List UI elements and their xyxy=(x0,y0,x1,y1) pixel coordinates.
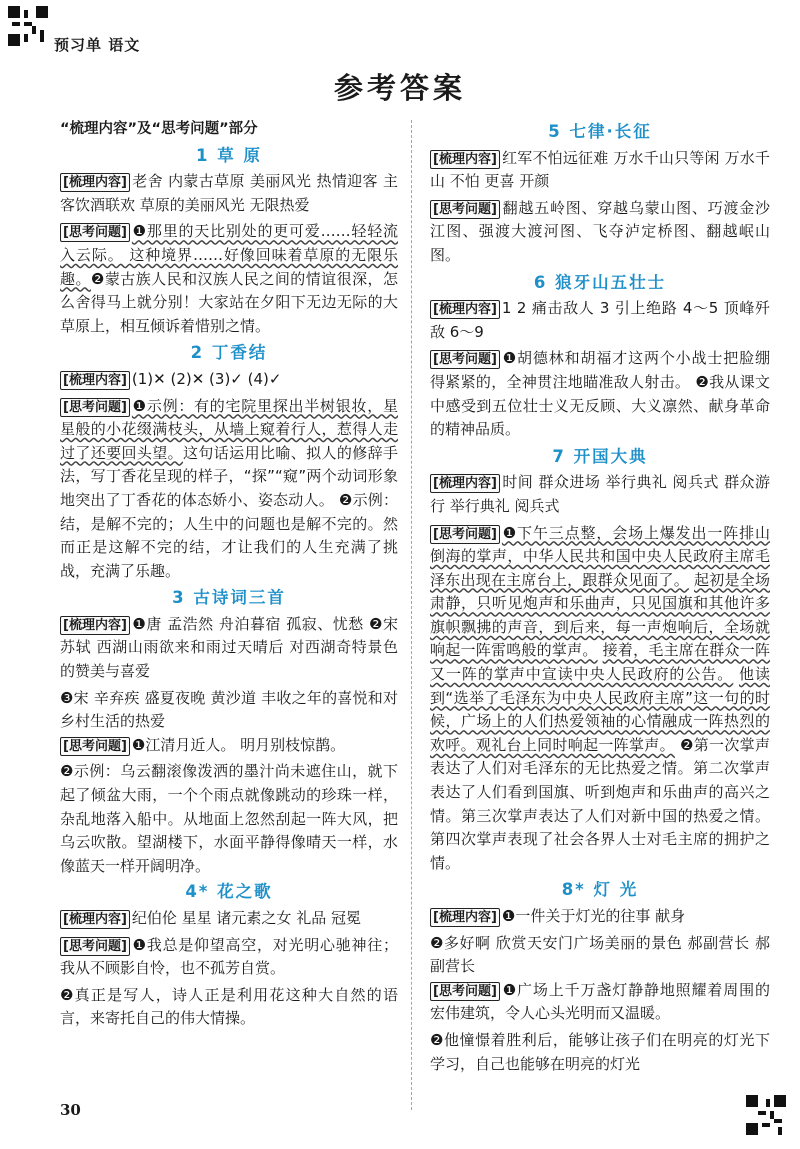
lesson-3-sort: [梳理内容] ❶唐 孟浩然 舟泊暮宿 孤寂、忧愁 ❷宋 苏轼 西湖山雨欲来和雨过天晴后 对西湖奇特景色的赞美与喜爱 xyxy=(60,614,398,681)
lesson-title-3: 3 古诗词三首 xyxy=(172,588,286,608)
lesson-title-1: 1 草 原 xyxy=(196,145,262,165)
think-tag: [思考问题] xyxy=(430,982,500,1001)
think-tag: [思考问题] xyxy=(60,398,130,417)
think-tag: [思考问题] xyxy=(430,200,500,219)
section-intro: “梳理内容”及“思考问题”部分 xyxy=(60,121,258,137)
lesson-4-think-cont: ❷真正是写人，诗人正是利用花这种大自然的语言，来寄托自己的伟大情操。 xyxy=(60,985,398,1028)
sort-tag: [梳理内容] xyxy=(430,474,500,493)
lesson-title-6: 6 狼牙山五壮士 xyxy=(533,272,667,292)
think-tag: [思考问题] xyxy=(430,350,500,369)
lesson-4-sort: [梳理内容] 纪伯伦 星星 诸元素之女 礼品 冠冕 xyxy=(60,907,398,931)
lesson-2-think: [思考问题] ❶示例：有的宅院里探出半树银妆，星星般的小花缀满枝头，从墙上窥着行人，惹得人走过了还要回头望。这句话运用比喻、拟人的修辞手法，写丁香花呈现的样子，“探”“窥”两个动词形象地突出了丁香花的体态娇小、姿态动人。 ❷示例：结，是解不完的；人生中的问题也是解不完的。然而正是这解不完的结，才让我们的人生充满了挑战，充满了乐趣。 xyxy=(60,396,398,580)
sort-tag: [梳理内容] xyxy=(60,616,130,635)
lesson-1-sort: [梳理内容] 老舍 内蒙古草原 美丽风光 热情迎客 主客饮酒联欢 草原的美丽风光 无限热爱 xyxy=(60,172,398,214)
right-column xyxy=(430,118,770,1076)
think-tag: [思考问题] xyxy=(430,525,500,544)
lesson-2-sort: [梳理内容] (1)✕ (2)✕ (3)✓ (4)✓ xyxy=(60,368,398,392)
lesson-3-think: [思考问题] ❶江清月近人。 明月别枝惊鹊。 xyxy=(60,734,398,758)
lesson-title-2: 2 丁香结 xyxy=(190,343,268,363)
think-tag: [思考问题] xyxy=(60,223,130,242)
lesson-title-5: 5 七律·长征 xyxy=(548,122,652,141)
sort-tag: [梳理内容] xyxy=(60,910,130,929)
think-tag: [思考问题] xyxy=(60,737,130,756)
qr-code-icon xyxy=(8,6,48,46)
lesson-8-sort-cont: ❷多好啊 欣赏天安门广场美丽的景色 郝副营长 郝副营长 xyxy=(430,933,770,976)
qr-code-icon xyxy=(746,1095,786,1135)
lesson-6-sort: [梳理内容] 1 2 痛击敌人 3 引上绝路 4～5 顶峰歼敌 6～9 xyxy=(430,299,770,341)
left-column xyxy=(60,118,398,1031)
lesson-3-sort-cont: ❸宋 辛弃疾 盛夏夜晚 黄沙道 丰收之年的喜悦和对乡村生活的热爱 xyxy=(60,688,398,731)
column-divider xyxy=(411,120,412,1110)
sort-tag: [梳理内容] xyxy=(430,150,500,169)
page-number: 30 xyxy=(60,1101,81,1119)
lesson-7-sort: [梳理内容] 时间 群众进场 举行典礼 阅兵式 群众游行 举行典礼 阅兵式 xyxy=(430,473,770,515)
think-tag: [思考问题] xyxy=(60,937,130,956)
lesson-8-sort: [梳理内容] ❶一件关于灯光的往事 献身 xyxy=(430,905,770,929)
lesson-5-sort: [梳理内容] 红军不怕远征难 万水千山只等闲 万水千山 不怕 更喜 开颜 xyxy=(430,148,770,191)
page-title: 参考答案 xyxy=(333,71,466,105)
lesson-5-think: [思考问题] 翻越五岭图、穿越乌蒙山图、巧渡金沙江图、强渡大渡河图、飞夺泸定桥图、翻越岷山图。 xyxy=(430,198,770,264)
sort-tag: [梳理内容] xyxy=(60,371,130,390)
lesson-8-think: [思考问题] ❶广场上千万盏灯静静地照耀着周围的宏伟建筑，令人心头光明而又温暖。 xyxy=(430,980,770,1023)
lesson-8-think-cont: ❷他憧憬着胜利后，能够让孩子们在明亮的灯光下学习，自己也能够在明亮的灯光 xyxy=(430,1030,770,1073)
lesson-4-think: [思考问题] ❶我总是仰望高空，对光明心驰神往；我从不顾影自怜，也不孤芳自赏。 xyxy=(60,935,398,978)
lesson-6-think: [思考问题] ❶胡德林和胡福才这两个小战士把脸绷得紧紧的，全神贯注地瞄准敌人射击。 ❷我从课文中感受到五位壮士义无反顾、大义凛然、献身革命的精神品质。 xyxy=(430,349,770,439)
sort-tag: [梳理内容] xyxy=(430,908,500,927)
sort-tag: [梳理内容] xyxy=(430,300,500,319)
sort-tag: [梳理内容] xyxy=(60,173,130,192)
lesson-title-7: 7 开国大典 xyxy=(552,446,648,466)
lesson-1-think: [思考问题] ❶那里的天比别处的更可爱……轻轻流入云际。 这种境界……好像回味着草原的无限乐趣。❷蒙古族人民和汉族人民之间的情谊很深，怎么舍得马上就分别！大家站在夕阳下无边无际的大草原上，相互倾诉着惜别之情。 xyxy=(60,222,398,335)
lesson-title-8: 8* 灯 光 xyxy=(561,880,639,900)
header-label: 预习单 语文 xyxy=(54,36,141,54)
lesson-title-4: 4* 花之歌 xyxy=(185,882,273,902)
lesson-7-think: [思考问题] ❶下午三点整，会场上爆发出一阵排山倒海的掌声，中华人民共和国中央人民政府主席毛泽东出现在主席台上，跟群众见面了。 起初是全场肃静，只听见炮声和乐曲声，只见国旗和其他许多旗帜飘拂的声音，到后来，每一声炮响后，全场就响起一阵雷鸣般的掌声。 接着，毛主席在群众一阵又一阵的掌声中宣读中央人民政府的公告。 他读到“选举了毛泽东为中央人民政府主席”这一句的时候，广场上的人们热爱领袖的心情融成一阵热烈的欢呼。观礼台上同时响起一阵掌声。 ❷第一次掌声表达了人们对毛泽东的无比热爱之情。第二次掌声表达了人们看到国旗、听到炮声和乐曲声的高兴之情。第三次掌声表达了人们对新中国的热爱之情。第四次掌声表现了社会各界人士对毛主席的拥护之情。 xyxy=(430,523,770,872)
lesson-3-think-cont: ❷示例：乌云翻滚像泼洒的墨汁尚未遮住山，就下起了倾盆大雨，一个个雨点就像跳动的珍珠一样，杂乱地落入船中。从地面上忽然刮起一阵大风，把乌云吹散。望湖楼下，水面平静得像晴天一样，水像蓝天一样开阔明净。 xyxy=(60,762,398,875)
